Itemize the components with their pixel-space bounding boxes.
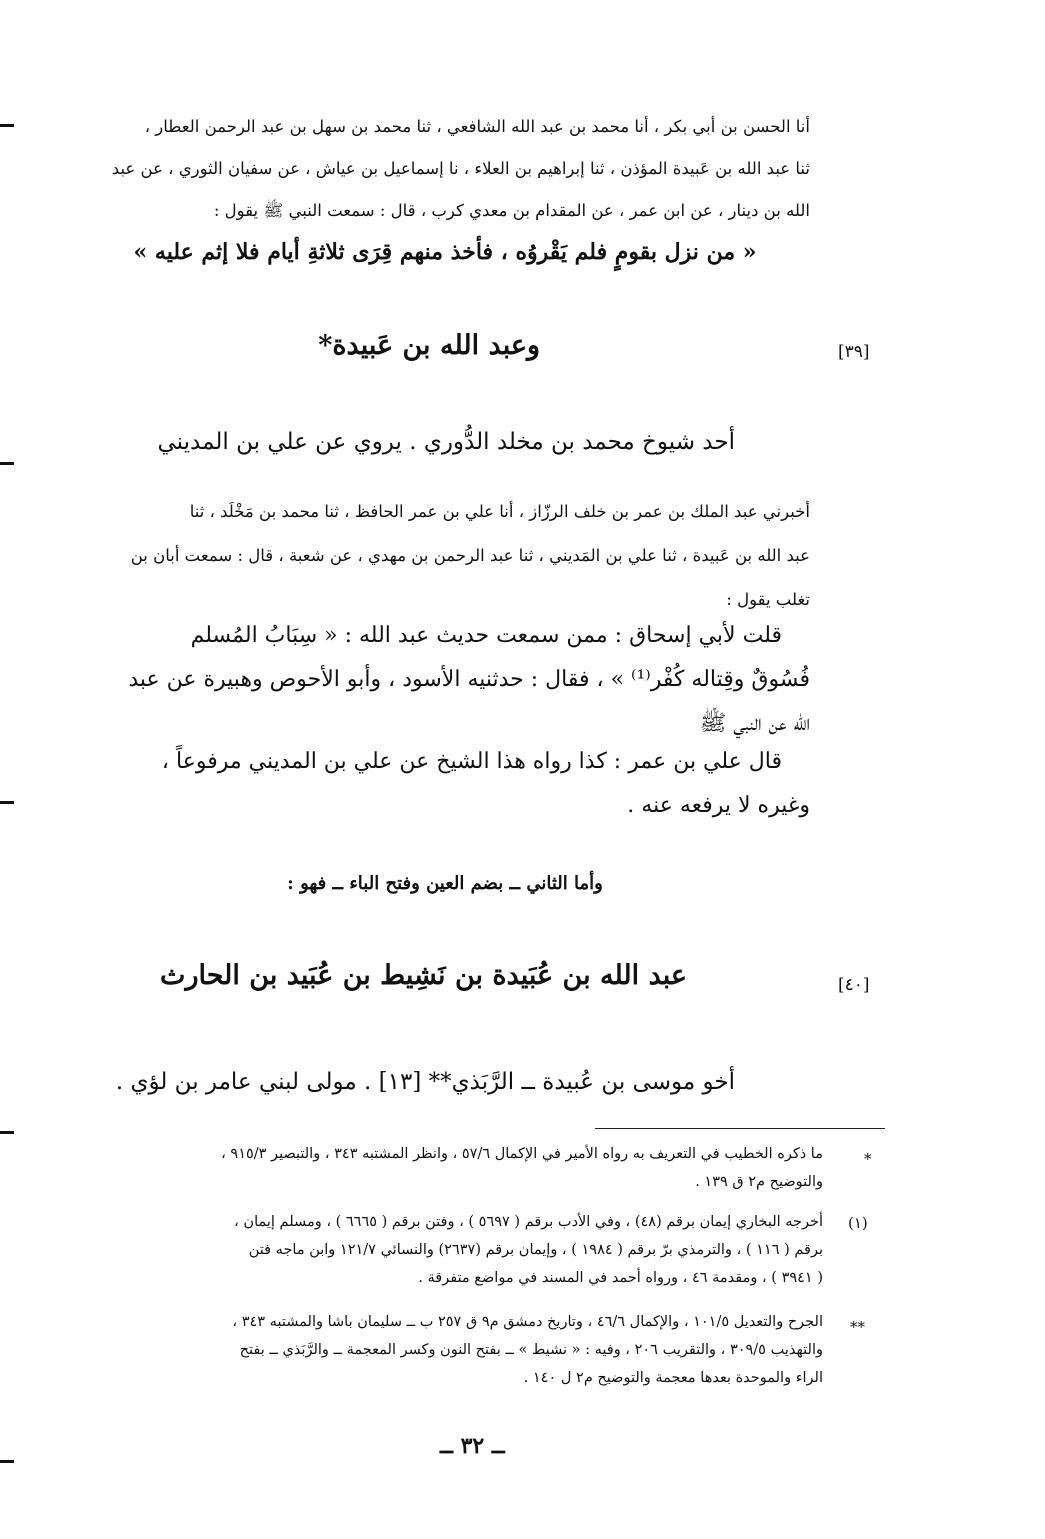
entry-description-39: أحد شيوخ محمد بن مخلد الدُّوري . يروي عن علي بن المديني (157, 429, 735, 455)
footnote (78, 1308, 823, 1392)
entry-number-39: [٣٩] (838, 342, 870, 362)
footnote-line: ( ٣٩٤١ ) ، ومقدمة ٤٦ ، ورواه أحمد في المسند في مواضع متفرقة . (418, 1270, 823, 1286)
entry-title-40: عبد الله بن عُبَيدة بن نَشِيط بن عُبَيد بن الحارث (160, 960, 687, 991)
narration-line: ثنا عبد الله بن عَبيدة المؤذن ، ثنا إبراهيم بن العلاء ، نا إسماعيل بن عياش ، عن سفيان الثوري ، عن عبد (111, 159, 810, 178)
footnote-line: الراء والموحدة بعدها معجمة والتوضيح م٢ ل ١٤٠ . (523, 1370, 823, 1386)
comment-line: وغيره لا يرفعه عنه . (627, 793, 810, 818)
section-note: وأما الثاني ــ بضم العين وفتح الباء ــ فهو : (287, 873, 603, 894)
entry-number-40: [٤٠] (838, 975, 870, 995)
hadith-line: قلت لأبي إسحاق : ممن سمعت حديث عبد الله : « سِبَابُ المُسلم (190, 623, 782, 648)
footnote-line: أخرجه البخاري إيمان برقم (٤٨) ، وفي الأدب برقم ( ٥٦٩٧ ) ، وفتن برقم ( ٦٦٦٥ ) ، ومسلم إيمان ، (234, 1214, 823, 1230)
footnote-rule (595, 1128, 885, 1129)
footnote-line: الجرح والتعديل ١٠١/٥ ، والإكمال ٤٦/٦ ، وتاريخ دمشق م٩ ق ٢٥٧ ب ــ سليمان باشا والمشتبه ٣٤٣ ، (232, 1314, 823, 1330)
narration-line: تغلب يقول : (726, 590, 810, 609)
footnote-marker: (١) (848, 1214, 868, 1232)
intro-hadith: « من نزل بقومٍ فلم يَقْروُه ، فأخذ منهم قِرَى ثلاثةِ أيام فلا إثم عليه » (133, 239, 757, 265)
margin-mark (0, 124, 14, 127)
footnote-line: ما ذكره الخطيب في التعريف به رواه الأمير في الإكمال ٥٧/٦ ، وانظر المشتبه ٣٤٣ ، والتبصير ٩١٥/٣ ، (221, 1146, 823, 1162)
narration-line: أنا الحسن بن أبي بكر ، أنا محمد بن عبد الله الشافعي ، ثنا محمد بن سهل بن عبد الرحمن العطار ، (144, 117, 810, 136)
margin-mark (0, 1460, 14, 1463)
margin-mark (0, 801, 14, 804)
footnote-marker: ** (850, 1318, 865, 1336)
footnote-line: والتوضيح م٢ ق ١٣٩ . (695, 1174, 823, 1190)
footnote-line: برقم ( ١١٦ ) ، والترمذي برّ برقم ( ١٩٨٤ ) ، وإيمان برقم (٢٦٣٧) والنسائي ١٢١/٧ وابن ماجه فتن (248, 1242, 823, 1258)
intro-narration (78, 106, 810, 232)
hadith-line: الله عن النبي ﷺ (699, 711, 810, 736)
entry-hadith-39 (78, 614, 810, 746)
narration-line: عبد الله بن عَبيدة ، ثنا علي بن المَديني ، ثنا عبد الرحمن بن مهدي ، عن شعبة ، قال : سمعت أبان بن (130, 546, 810, 565)
margin-mark (0, 1131, 14, 1134)
entry-narration-39 (78, 490, 810, 622)
footnote-line: والتهذيب ٣٠٩/٥ ، والتقريب ٢٠٦ ، وفيه : « نشيط » ــ بفتح النون وكسر المعجمة ــ والرَّبَذي ــ بفتح (239, 1342, 823, 1358)
margin-mark (0, 462, 14, 465)
narration-line: أخبرني عبد الملك بن عمر بن خلف الرزّاز ، أنا علي بن عمر الحافظ ، ثنا محمد بن مَخْلَد ، ثنا (189, 502, 810, 521)
hadith-line: فُسُوقٌ وقِتاله كُفْر⁽¹⁾ » ، فقال : حدثنيه الأسود ، وأبو الأحوص وهبيرة عن عبد (128, 667, 810, 692)
entry-comment-39 (78, 740, 810, 828)
footnote (78, 1140, 823, 1196)
entry-title-39: وعبد الله بن عَبيدة* (318, 330, 540, 361)
entry-description-40: أخو موسى بن عُبيدة ــ الرَّبَذي** [١٣] . مولى لبني عامر بن لؤي . (115, 1069, 735, 1095)
footnote-marker: * (864, 1150, 872, 1168)
footnote (78, 1208, 823, 1292)
page-number: ــ ٣٢ ــ (440, 1433, 505, 1459)
narration-line: الله بن دينار ، عن ابن عمر ، عن المقدام بن معدي كرب ، قال : سمعت النبي ﷺ يقول : (213, 201, 810, 220)
comment-line: قال علي بن عمر : كذا رواه هذا الشيخ عن علي بن المديني مرفوعاً ، (161, 749, 782, 774)
